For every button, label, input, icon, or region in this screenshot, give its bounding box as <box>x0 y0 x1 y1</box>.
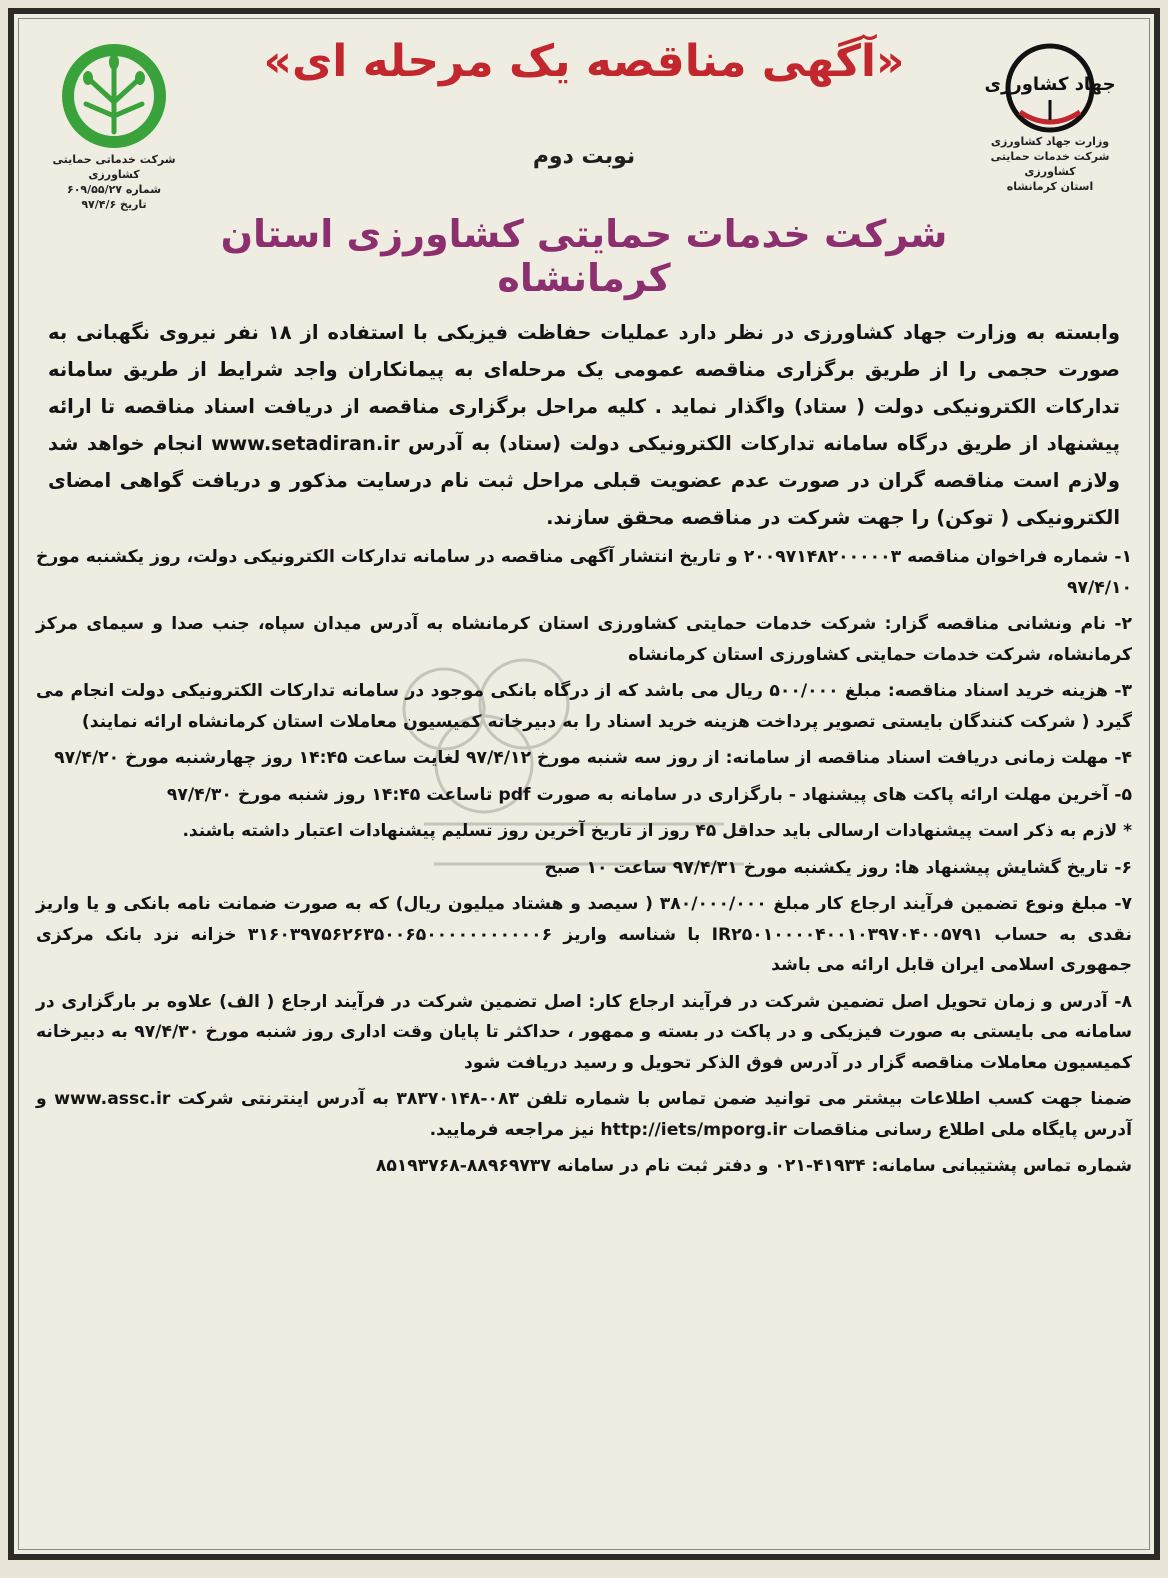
jahad-emblem-icon <box>984 42 1116 134</box>
item-7: ۷- مبلغ ونوع تضمین فرآیند ارجاع کار مبلغ ۳۸۰/۰۰۰/۰۰۰ ( سیصد و هشتاد میلیون ریال) که به صورت ضمانت نامه بانکی و یا واریز نقدی به حساب IR۲۵۰۱۰۰۰۰۴۰۰۱۰۳۹۷۰۴۰۰۵۷۹۱ با شناسه واریز ۳۱۶۰۳۹۷۵۶۲۶۳۵۰۰۶۵۰۰۰۰۰۰۰۰۰۰۰۶ خزانه نزد بانک مرکزی جمهوری اسلامی ایران قابل ارائه می باشد <box>36 894 1133 975</box>
agri-support-logo <box>34 40 194 212</box>
jahad-keshavarzi-logo <box>970 42 1130 194</box>
support-phone: شماره تماس پشتیبانی سامانه: ۴۱۹۳۴-۰۲۱ و دفتر ثبت نام در سامانه ۸۸۹۶۹۷۳۷-۸۵۱۹۳۷۶۸ <box>375 1156 1132 1176</box>
item-6: ۶- تاریخ گشایش پیشنهاد ها: روز یکشنبه مورخ ۹۷/۴/۳۱ ساعت ۱۰ صبح <box>544 857 1132 878</box>
round-label: نوبت دوم <box>532 144 636 169</box>
right-logo-caption-3: استان کرمانشاه <box>1006 180 1094 193</box>
item-5: ۵- آخرین مهلت ارائه پاکت های پیشنهاد - بارگزاری در سامانه به صورت pdf تاساعت ۱۴:۴۵ روز شنبه مورخ ۹۷/۴/۳۰ <box>166 784 1132 805</box>
contact-info: ضمنا جهت کسب اطلاعات بیشتر می توانید ضمن تماس با شماره تلفن ۰۸۳-۳۸۳۷۰۱۴۸ به آدرس اینترنتی شرکت www.assc.ir و آدرس پایگاه ملی اطلاع رسانی مناقصات http://iets/mporg.ir نیز مراجعه فرمایید. <box>36 1089 1132 1140</box>
left-logo-caption-3: تاریخ ۹۷/۴/۶ <box>81 198 147 211</box>
left-logo-caption-1: شرکت خدماتی حمایتی کشاورزی <box>52 153 176 181</box>
intro-paragraph: وابسته به وزارت جهاد کشاورزی در نظر دارد عملیات حفاظت فیزیکی با استفاده از ۱۸ نفر نیروی نگهبانی به صورت حجمی را از طریق برگزاری مناقصه عمومی یک مرحله‌ای به پیمانکاران واجد شرایط از طریق سامانه تدارکات الکترونیکی دولت ( ستاد) واگذار نماید . کلیه مراحل برگزاری مناقصه از دریافت اسناد مناقصه تا ارائه پیشنهاد از طریق درگاه سامانه تدارکات الکترونیکی دولت (ستاد) به آدرس www.setadiran.ir انجام خواهد شد ولازم است مناقصه گران در صورت عدم عضویت قبلی مراحل ثبت نام درسایت مذکور و دریافت گواهی امضای الکترونیکی ( توکن) را جهت شرکت در مناقصه محقق سازند. <box>48 321 1121 529</box>
item-3: ۳- هزینه خرید اسناد مناقصه: مبلغ ۵۰۰/۰۰۰ ریال می باشد که از درگاه بانکی موجود در سامانه تدارکات الکترونیکی دولت انجام می گیرد ( شرکت کنندگان بایستی تصویر پرداخت هزینه خرید اسناد را به دبیرخانه کمیسیون معاملات استان کرمانشاه ارائه نمایند) <box>36 681 1132 732</box>
left-logo-caption-2: شماره ۶۰۹/۵۵/۲۷ <box>66 183 162 196</box>
ad-body <box>36 314 1132 1188</box>
jahad-emblem-text: جهاد کشاورزی <box>984 74 1116 95</box>
company-name: شرکت خدمات حمایتی کشاورزی استان کرمانشاه <box>220 212 948 300</box>
item-1: ۱- شماره فراخوان مناقصه ۲۰۰۹۷۱۴۸۲۰۰۰۰۰۳ و تاریخ انتشار آگهی مناقصه در سامانه تدارکات الکترونیکی دولت، روز یکشنبه مورخ ۹۷/۴/۱۰ <box>36 547 1132 598</box>
validity-note: * لازم به ذکر است پیشنهادات ارسالی باید حداقل ۴۵ روز از تاریخ آخرین روز تسلیم پیشنهادات اعتبار داشته باشند. <box>182 821 1132 841</box>
right-logo-caption-2: شرکت خدمات حمایتی کشاورزی <box>990 150 1110 178</box>
item-2: ۲- نام ونشانی مناقصه گزار: شرکت خدمات حمایتی کشاورزی استان کرمانشاه به آدرس میدان سپاه، جنب صدا و سیمای مرکز کرمانشاه، شرکت خدمات حمایتی کشاورزی استان کرمانشاه <box>36 614 1132 665</box>
newspaper-ad <box>8 8 1160 1560</box>
right-logo-caption-1: وزارت جهاد کشاورزی <box>990 135 1110 148</box>
item-4: ۴- مهلت زمانی دریافت اسناد مناقصه از سامانه: از روز سه شنبه مورخ ۹۷/۴/۱۲ لغایت ساعت ۱۴:۴۵ روز چهارشنبه مورخ ۹۷/۴/۲۰ <box>54 748 1132 768</box>
ad-title: «آگهی مناقصه یک مرحله ای» <box>263 36 905 87</box>
wheat-circle-icon <box>54 40 174 152</box>
item-8: ۸- آدرس و زمان تحویل اصل تضمین شرکت در فرآیند ارجاع کار: اصل تضمین شرکت در فرآیند ارجاع ( الف) علاوه بر بارگزاری در سامانه می بایستی به صورت فیزیکی و در پاکت در بسته و ممهور ، حداکثر تا پایان وقت اداری روز شنبه مورخ ۹۷/۴/۳۰ به دبیرخانه کمیسیون معاملات مناقصه گزار در آدرس فوق الذکر تحویل و رسید دریافت شود <box>36 991 1133 1073</box>
